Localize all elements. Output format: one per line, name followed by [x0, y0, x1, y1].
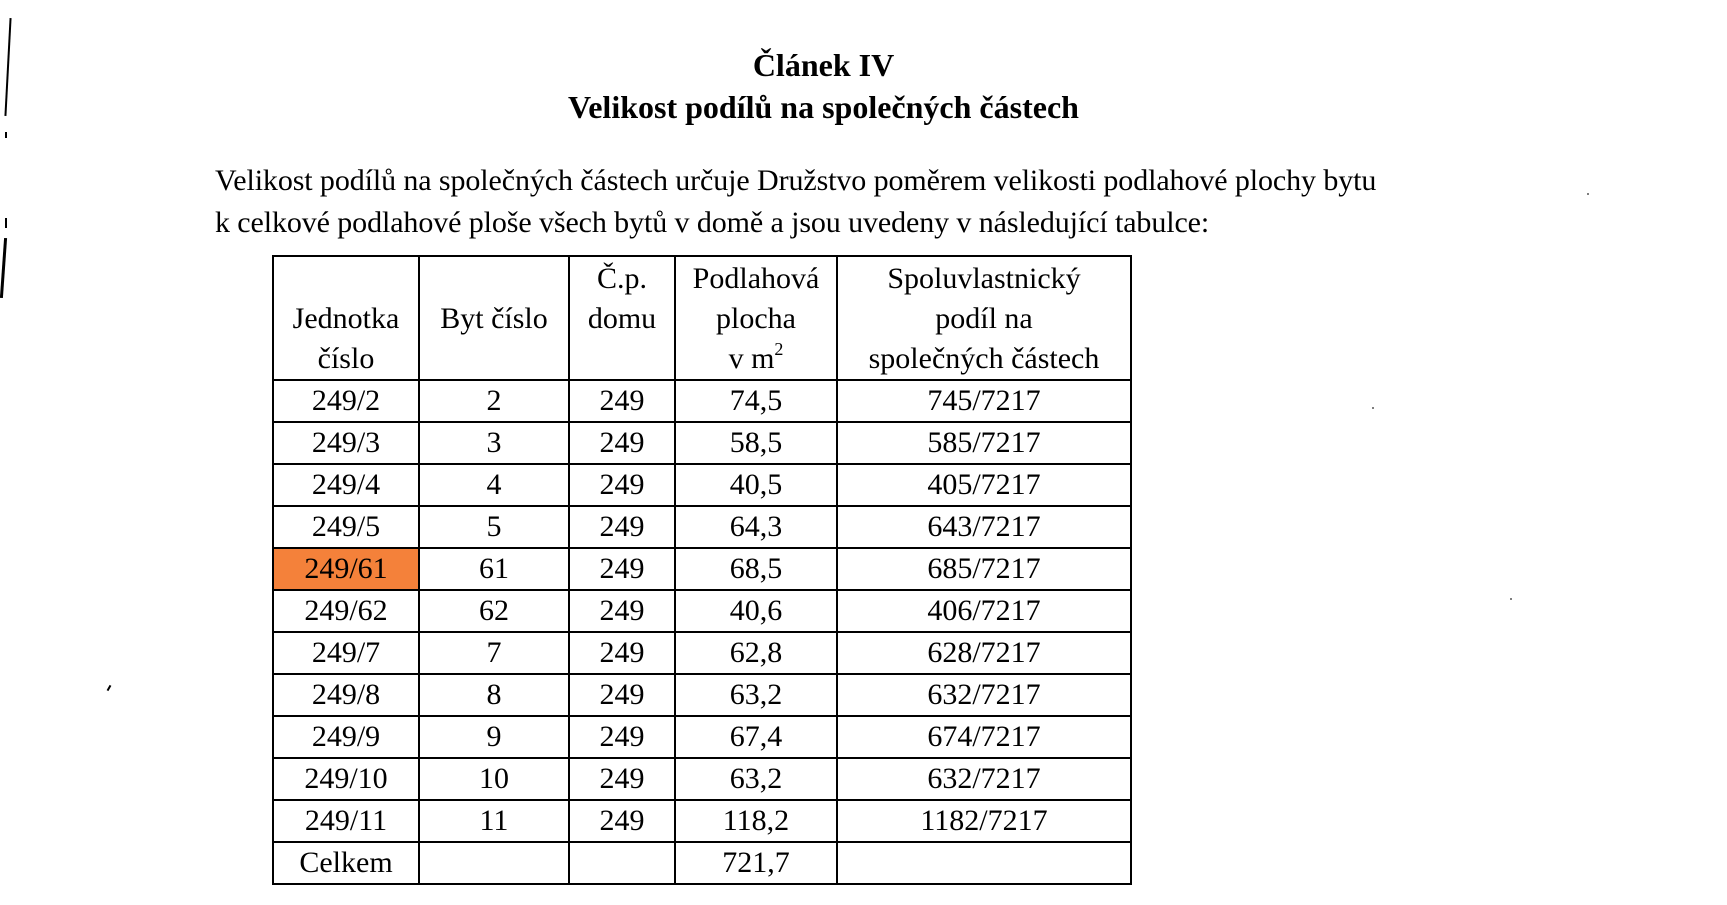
cell-unit: 249/9: [273, 716, 419, 758]
cell-flat: 9: [419, 716, 569, 758]
header-area: Podlahová plocha v $m^2$: [675, 256, 837, 380]
cell-share: 632/7217: [837, 674, 1131, 716]
intro-line-2: k celkové podlahové ploše všech bytů v domě a jsou uvedeny v následující tabulce:: [215, 206, 1210, 239]
scan-artifact-dot: [5, 218, 7, 228]
cell-flat: 8: [419, 674, 569, 716]
cell-house: 249: [569, 506, 675, 548]
cell-unit: 249/2: [273, 380, 419, 422]
cell-share: 1182/7217: [837, 800, 1131, 842]
cell-house: 249: [569, 632, 675, 674]
cell-flat: 10: [419, 758, 569, 800]
cell-share: 745/7217: [837, 380, 1131, 422]
table-row: [273, 632, 1131, 674]
table-row: [273, 380, 1131, 422]
table-row: [273, 506, 1131, 548]
cell-area: 68,5: [675, 548, 837, 590]
cell-house: 249: [569, 548, 675, 590]
cell-unit: 249/62: [273, 590, 419, 632]
cell-empty: [569, 842, 675, 884]
cell-share: 632/7217: [837, 758, 1131, 800]
cell-unit: 249/3: [273, 422, 419, 464]
header-house: Č.p. domu: [569, 256, 675, 380]
article-number: Článek IV: [752, 47, 895, 83]
cell-flat: 3: [419, 422, 569, 464]
cell-flat: 11: [419, 800, 569, 842]
shares-table: [272, 255, 1132, 885]
table-row: [273, 464, 1131, 506]
cell-area: 63,2: [675, 674, 837, 716]
scan-artifact-dot: [5, 132, 7, 138]
cell-area: 40,6: [675, 590, 837, 632]
cell-share: 405/7217: [837, 464, 1131, 506]
cell-house: 249: [569, 464, 675, 506]
table-row: [273, 422, 1131, 464]
cell-unit: 249/11: [273, 800, 419, 842]
cell-house: 249: [569, 716, 675, 758]
scan-speck: [1372, 407, 1374, 409]
header-share: Spoluvlastnický podíl na společných částech: [837, 256, 1131, 380]
table-row: [273, 800, 1131, 842]
header-flat: Byt číslo: [419, 256, 569, 380]
table-header-row: [273, 256, 1131, 380]
cell-area: 40,5: [675, 464, 837, 506]
header-unit: Jednotka číslo: [273, 256, 419, 380]
cell-house: 249: [569, 758, 675, 800]
cell-unit: 249/4: [273, 464, 419, 506]
cell-flat: 61: [419, 548, 569, 590]
scan-artifact-dot: [107, 685, 112, 691]
article-title: Velikost podílů na společných částech: [568, 89, 1079, 125]
cell-area: 74,5: [675, 380, 837, 422]
cell-house: 249: [569, 590, 675, 632]
cell-house: 249: [569, 380, 675, 422]
cell-share: 585/7217: [837, 422, 1131, 464]
table-row: [273, 674, 1131, 716]
cell-share: 643/7217: [837, 506, 1131, 548]
cell-unit: 249/8: [273, 674, 419, 716]
cell-area: 62,8: [675, 632, 837, 674]
cell-unit: 249/7: [273, 632, 419, 674]
cell-unit-highlighted: 249/61: [273, 548, 419, 590]
cell-share: 674/7217: [837, 716, 1131, 758]
cell-house: 249: [569, 800, 675, 842]
cell-share: 685/7217: [837, 548, 1131, 590]
table-total-row: [273, 842, 1131, 884]
cell-area: 64,3: [675, 506, 837, 548]
intro-line-1: Velikost podílů na společných částech určuje Družstvo poměrem velikosti podlahové plochy bytu: [215, 164, 1377, 197]
cell-flat: 62: [419, 590, 569, 632]
cell-house: 249: [569, 422, 675, 464]
cell-empty: [837, 842, 1131, 884]
cell-area: 67,4: [675, 716, 837, 758]
table-row: [273, 716, 1131, 758]
cell-house: 249: [569, 674, 675, 716]
cell-share: 628/7217: [837, 632, 1131, 674]
cell-flat: 7: [419, 632, 569, 674]
table-row: [273, 590, 1131, 632]
cell-unit: 249/10: [273, 758, 419, 800]
cell-area: 63,2: [675, 758, 837, 800]
cell-flat: 5: [419, 506, 569, 548]
scan-artifact-line: [0, 238, 7, 298]
cell-empty: [419, 842, 569, 884]
cell-area: 118,2: [675, 800, 837, 842]
table-row-highlighted: [273, 548, 1131, 590]
cell-flat: 2: [419, 380, 569, 422]
cell-unit: 249/5: [273, 506, 419, 548]
table-row: [273, 758, 1131, 800]
total-label: Celkem: [273, 842, 419, 884]
intro-paragraph: [215, 160, 1635, 244]
cell-area: 58,5: [675, 422, 837, 464]
total-area: 721,7: [675, 842, 837, 884]
cell-share: 406/7217: [837, 590, 1131, 632]
scan-speck: [1510, 598, 1512, 600]
cell-flat: 4: [419, 464, 569, 506]
